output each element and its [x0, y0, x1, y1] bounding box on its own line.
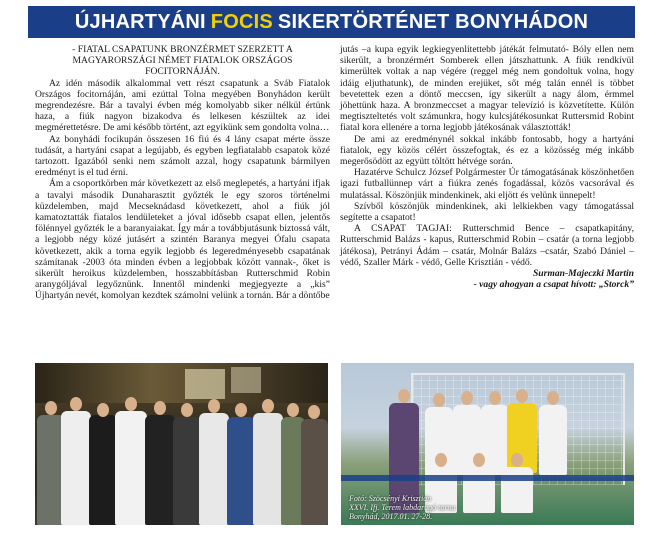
photo-caption-event: XXVI. Ifj. Terem labdarúgó torna [349, 503, 456, 512]
team-celebration-photo [35, 363, 328, 525]
title-part-1: ÚJHARTYÁNI [74, 10, 206, 33]
paragraph: Hazatérve Schulcz József Polgármester Úr támogatásának köszönhetően igazi futballünnep várt a fiúkra zenés fogadással, közös vacsorával és mulatással. Köszönjük mindenkinek, aki eljött és velünk ünnepelt! [340, 167, 634, 201]
photo-caption-date: Bonyhád, 2017.01. 27-28. [349, 512, 433, 521]
article-lead: - FIATAL CSAPATUNK BRONZÉRMET SZERZETT A MAGYARORSZÁGI NÉMET FIATALOK ORSZÁGOS FOCITORNÁJÁN. [72, 44, 293, 78]
photo-caption [349, 494, 456, 521]
paragraph: Szívből köszönjük mindenkinek, aki lelkiekben vagy támogatással segítette a csapatot! [340, 200, 634, 224]
title-highlight: FOCIS [210, 10, 273, 33]
paragraph: Az idén második alkalommal vett részt csapatunk a Sváb Fiatalok Országos focitornáján, ami ezúttal Tolna megyében Bonyhádon került megrendezésre. Bár a tavalyi évben még komolyabb siker nélkül értünk haza, a fiúk nagyon bizakodva és lelkesen készültek az idei megmérettetésre. De ami később történt, azt egyikünk sem gondolta volna… [35, 77, 330, 134]
article-column-left [35, 44, 330, 302]
paragraph: De ami az eredménynél sokkal inkább fontosabb, hogy a hartyáni fiatalok, egy közös célért összefogtak, és ez a közösség még inkább megerősödött az együtt töltött hétvége során. [340, 133, 634, 168]
paragraph: Ám a csoportkörben már következett az első meglepetés, a hartyáni ifjak a tavalyi második Dunaharasztit győzték le egy szoros történelmi küzdelemben, majd Mecseknádasd következett, ahol a fiúk jól kamatoztatták fiatalos lendületeket a jóval idősebb csapat ellen, jelentős fölénnyel győzték le a baranyaiakat. Így már a továbbjutásunk biztossá vált, a legjobb négy közé jutásért a szintén Baranya megyei Ófalu csapata következett, akik a torna egyik legjobb és legeredményesebb csapatának számítanak -2003 óta minden évben a legjobbak között vannak-, őket is sikerült heroikus küzdelemben, hosszabbításban Rutterschmid Robin aranygóljával legyőznünk. Innentől mindenki megjegyezte a „kis” Újhartyán nevét, komolyan kezdtek számolni velünk a tornán. Bár a döntőbe [35, 178, 330, 302]
title-part-2: SIKERTÖRTÉNET BONYHÁDON [277, 10, 589, 33]
photo-caption-credit: Fotó: Szöcsényi Krisztián [349, 494, 432, 503]
article-title-banner [28, 6, 635, 38]
paragraph: jutás –a kupa egyik legkiegyenlítettebb játékát felmutató- Bóly ellen nem sikerült, a bronzérmért Somberek ellen játszhattunk. A fiúk rendkívül kimerültek voltak a nap végére (reggel még nem gondoltuk volna, hogy idáig eljuthatunk), de minden erejüket, sőt még talán ennél is többet bevetettek ezen a döntő meccsen, így sikerült a nagy álom, érmmel jöhettünk haza. A bronzmeccset a magyar televízió is közvetítette. Külön megtiszteltetés volt számunkra, hogy kulcsjátékosunkat Ruttersmid Robint fiatal kora ellenére a torna legjobb játékosának választották! [340, 44, 634, 134]
article-column-right [340, 44, 634, 290]
author-name: Surman-Majeczki Martin [532, 268, 634, 280]
team-members: A CSAPAT TAGJAI: Rutterschmid Bence – csapatkapitány, Rutterschmid Balázs - kapus, Rutterschmid Robin – csatár (a torna legjobb játékosa), Petrányi Ádám – csatár, Molnár Balázs –csatár, Szabó Dániel – védő, Szaller Márk - védő, Gelle Krisztián - védő. [340, 223, 634, 268]
paragraph: Az bonyhádi focikupán összesen 16 fiú és 4 lány csapat mérte össze tudását, a hartyáni csapat a legújabb, és egyben legfiatalabb csapatok közé tartozott. Igazából senki nem számolt azzal, hogy csapatunk bármilyen eredményt is el tud érni. [35, 133, 330, 179]
team-sports-hall-photo [341, 363, 634, 525]
author-nickname: - vagy ahogyan a csapat hívott: „Storck” [473, 279, 634, 291]
